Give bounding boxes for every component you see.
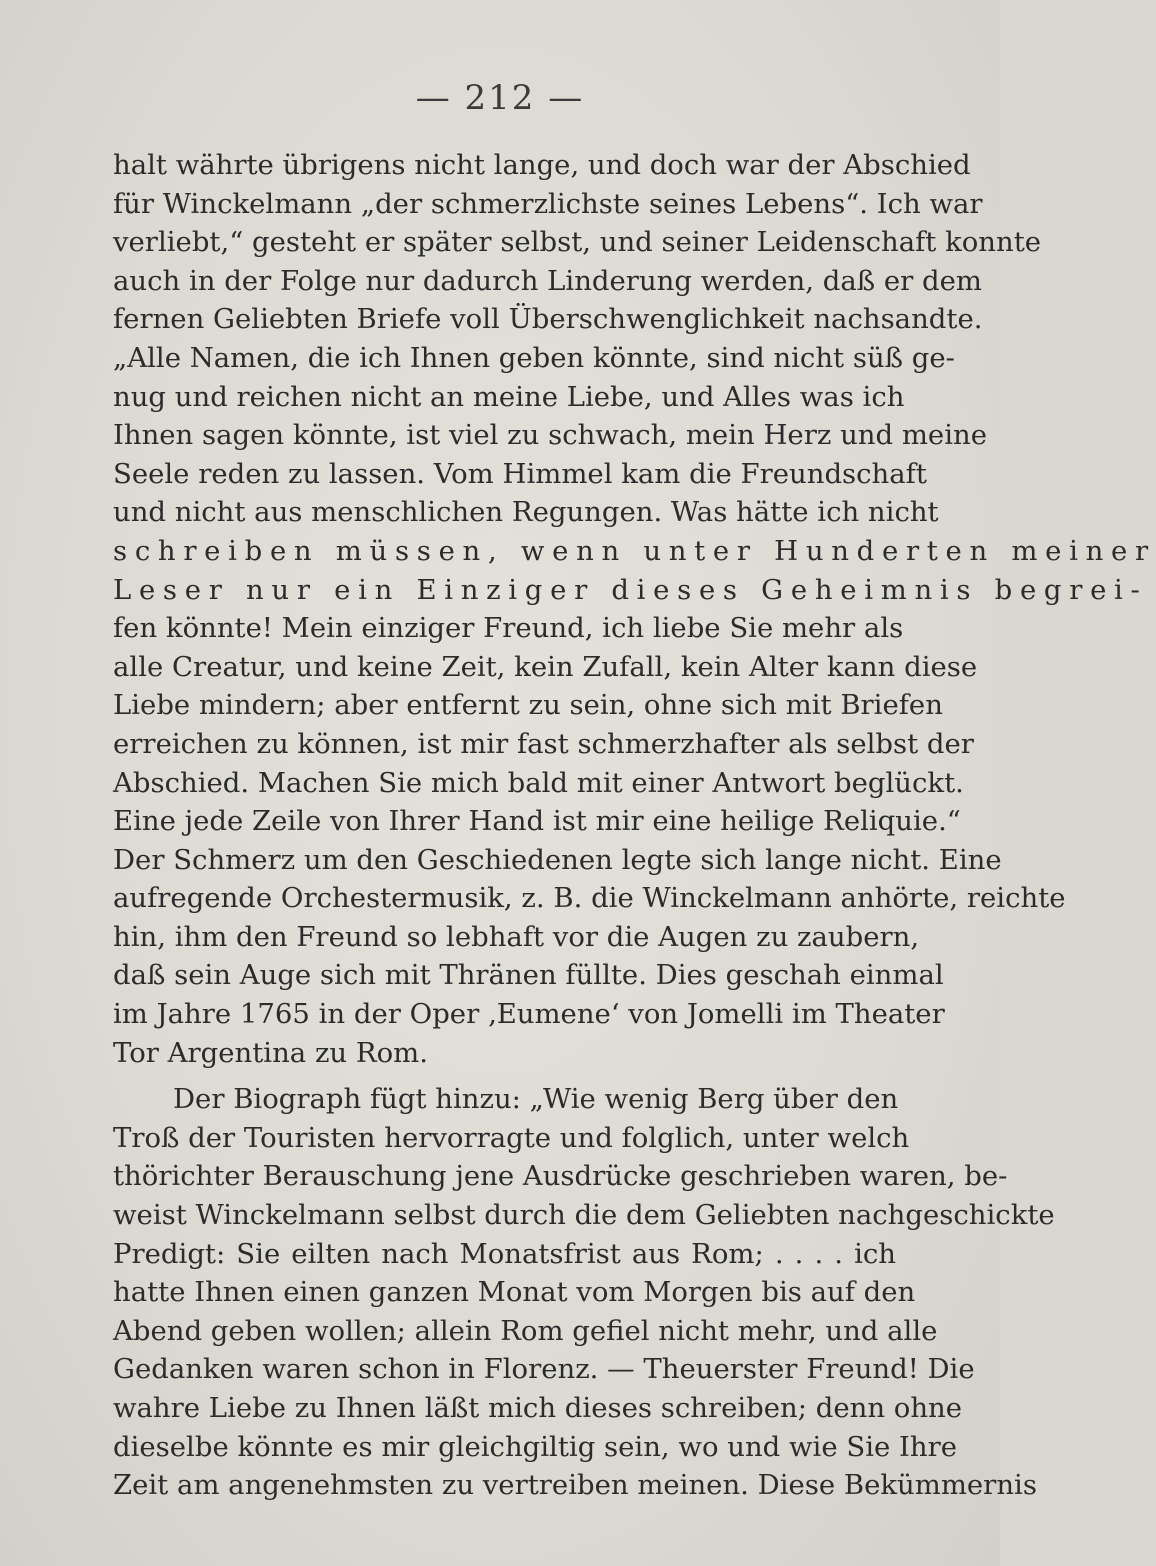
text-line-spaced: Leser nur ein Einziger dieses Geheimnis begrei- (113, 573, 1148, 606)
text-line: Abend geben wollen; allein Rom gefiel nicht mehr, und alle (113, 1314, 938, 1347)
text-line: thörichter Berauschung jene Ausdrücke geschrieben waren, be- (113, 1160, 1008, 1193)
paragraph-1 (113, 146, 1156, 1072)
text-line: „Alle Namen, die ich Ihnen geben könnte, sind nicht süß ge- (113, 341, 955, 374)
text-line: Zeit am angenehmsten zu vertreiben meinen. Diese Bekümmernis (113, 1469, 1037, 1502)
paragraph-gap (113, 1072, 896, 1080)
text-line: Predigt: Sie eilten nach Monatsfrist aus Rom; . . . . ich (113, 1237, 896, 1270)
text-line: Der Schmerz um den Geschiedenen legte sich lange nicht. Eine (113, 843, 1002, 876)
text-line: im Jahre 1765 in der Oper ‚Eumene‘ von Jomelli im Theater (113, 998, 945, 1031)
text-line: aufregende Orchestermusik, z. B. die Winckelmann anhörte, reichte (113, 882, 1066, 915)
body-text (113, 146, 1156, 1505)
text-line: nug und reichen nicht an meine Liebe, und Alles was ich (113, 380, 905, 413)
page-number: — 212 — (415, 78, 585, 118)
text-line: hatte Ihnen einen ganzen Monat vom Morgen bis auf den (113, 1276, 916, 1309)
text-line: alle Creatur, und keine Zeit, kein Zufall, kein Alter kann diese (113, 650, 978, 683)
text-line: daß sein Auge sich mit Thränen füllte. Dies geschah einmal (113, 959, 944, 992)
text-line: weist Winckelmann selbst durch die dem Geliebten nachgeschickte (113, 1199, 1055, 1232)
text-line: Seele reden zu lassen. Vom Himmel kam die Freundschaft (113, 457, 927, 490)
text-line: hin, ihm den Freund so lebhaft vor die Augen zu zaubern, (113, 920, 920, 953)
text-line: fernen Geliebten Briefe voll Überschwenglichkeit nachsandte. (113, 303, 983, 336)
text-line: auch in der Folge nur dadurch Linderung werden, daß er dem (113, 264, 982, 297)
text-line: Eine jede Zeile von Ihrer Hand ist mir eine heilige Reliquie.“ (113, 805, 961, 838)
text-line: Tor Argentina zu Rom. (113, 1036, 428, 1069)
text-line: erreichen zu können, ist mir fast schmerzhafter als selbst der (113, 727, 974, 760)
text-line: Liebe mindern; aber entfernt zu sein, ohne sich mit Briefen (113, 689, 943, 722)
text-line: Gedanken waren schon in Florenz. — Theuerster Freund! Die (113, 1353, 975, 1386)
text-line: und nicht aus menschlichen Regungen. Was hätte ich nicht (113, 496, 939, 529)
text-line: für Winckelmann „der schmerzlichste seines Lebens“. Ich war (113, 187, 983, 220)
text-line: Abschied. Machen Sie mich bald mit einer Antwort beglückt. (113, 766, 964, 799)
paragraph-2 (113, 1080, 1055, 1505)
text-line: Der Biograph fügt hinzu: „Wie wenig Berg über den (173, 1083, 899, 1116)
text-line: fen könnte! Mein einziger Freund, ich liebe Sie mehr als (113, 612, 904, 645)
text-line: wahre Liebe zu Ihnen läßt mich dieses schreiben; denn ohne (113, 1392, 963, 1424)
text-line: Ihnen sagen könnte, ist viel zu schwach, mein Herz und meine (113, 419, 987, 452)
text-line: halt währte übrigens nicht lange, und doch war der Abschied (113, 149, 971, 181)
text-line: Troß der Touristen hervorragte und folglich, unter welch (113, 1121, 910, 1154)
text-line: verliebt,“ gesteht er später selbst, und seiner Leidenschaft konnte (113, 226, 1042, 259)
text-line-spaced: schreiben müssen, wenn unter Hunderten meiner (113, 534, 1156, 567)
text-line: dieselbe könnte es mir gleichgiltig sein, wo und wie Sie Ihre (113, 1430, 958, 1463)
